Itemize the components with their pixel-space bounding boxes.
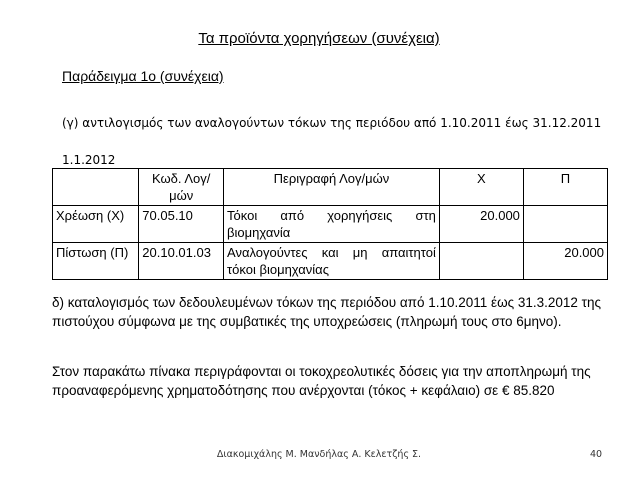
row-account: Πίστωση (Π) <box>53 243 139 280</box>
row-debit <box>439 243 523 280</box>
row-debit: 20.000 <box>439 206 523 243</box>
footer-authors: Διακομιχάλης Μ. Μανδήλας Α. Κελετζής Σ. <box>216 449 422 460</box>
page-number: 40 <box>590 449 603 460</box>
header-account <box>53 169 139 206</box>
paragraph-d: δ) καταλογισμός των δεδουλευμένων τόκων της περιόδου από 1.10.2011 έως 31.3.2012 της πιστούχου σύμφωνα με της συμβατικές της υποχρεώσεις (πληρωμή τους στο 6μηνο). <box>52 295 602 329</box>
row-account: Χρέωση (Χ) <box>53 206 139 243</box>
table-header-row <box>53 169 608 206</box>
row-description: Τόκοι από χορηγήσεις στη βιομηχανία <box>224 206 440 243</box>
table-row <box>53 243 608 280</box>
header-credit: Π <box>523 169 607 206</box>
row-code: 70.05.10 <box>139 206 224 243</box>
entry-date: 1.1.2012 <box>62 153 116 167</box>
example-subtitle: Παράδειγμα 1ο (συνέχεια) <box>62 68 224 84</box>
row-description: Αναλογούντες και μη απαιτητοί τόκοι βιομηχανίας <box>224 243 440 280</box>
paragraph-e: Στον παρακάτω πίνακα περιγράφονται οι τοκοχρεολυτικές δόσεις για την αποπληρωμή της προαναφερόμενης χρηματοδότησης που ανέρχονται (τόκος + κεφάλαιο) σε € 85.820 <box>52 364 591 398</box>
header-description: Περιγραφή Λογ/μών <box>224 169 440 206</box>
journal-entry-table <box>52 168 608 280</box>
table-row <box>53 206 608 243</box>
calculation-line: (γ) αντιλογισμός των αναλογούντων τόκων της περιόδου από 1.10.2011 έως 31.12.2011 <box>62 116 602 130</box>
row-code: 20.10.01.03 <box>139 243 224 280</box>
header-debit: Χ <box>439 169 523 206</box>
slide-title: Τα προϊόντα χορηγήσεων (συνέχεια) <box>198 30 440 47</box>
header-code: Κωδ. Λογ/μών <box>139 169 224 206</box>
row-credit <box>523 206 607 243</box>
row-credit: 20.000 <box>523 243 607 280</box>
